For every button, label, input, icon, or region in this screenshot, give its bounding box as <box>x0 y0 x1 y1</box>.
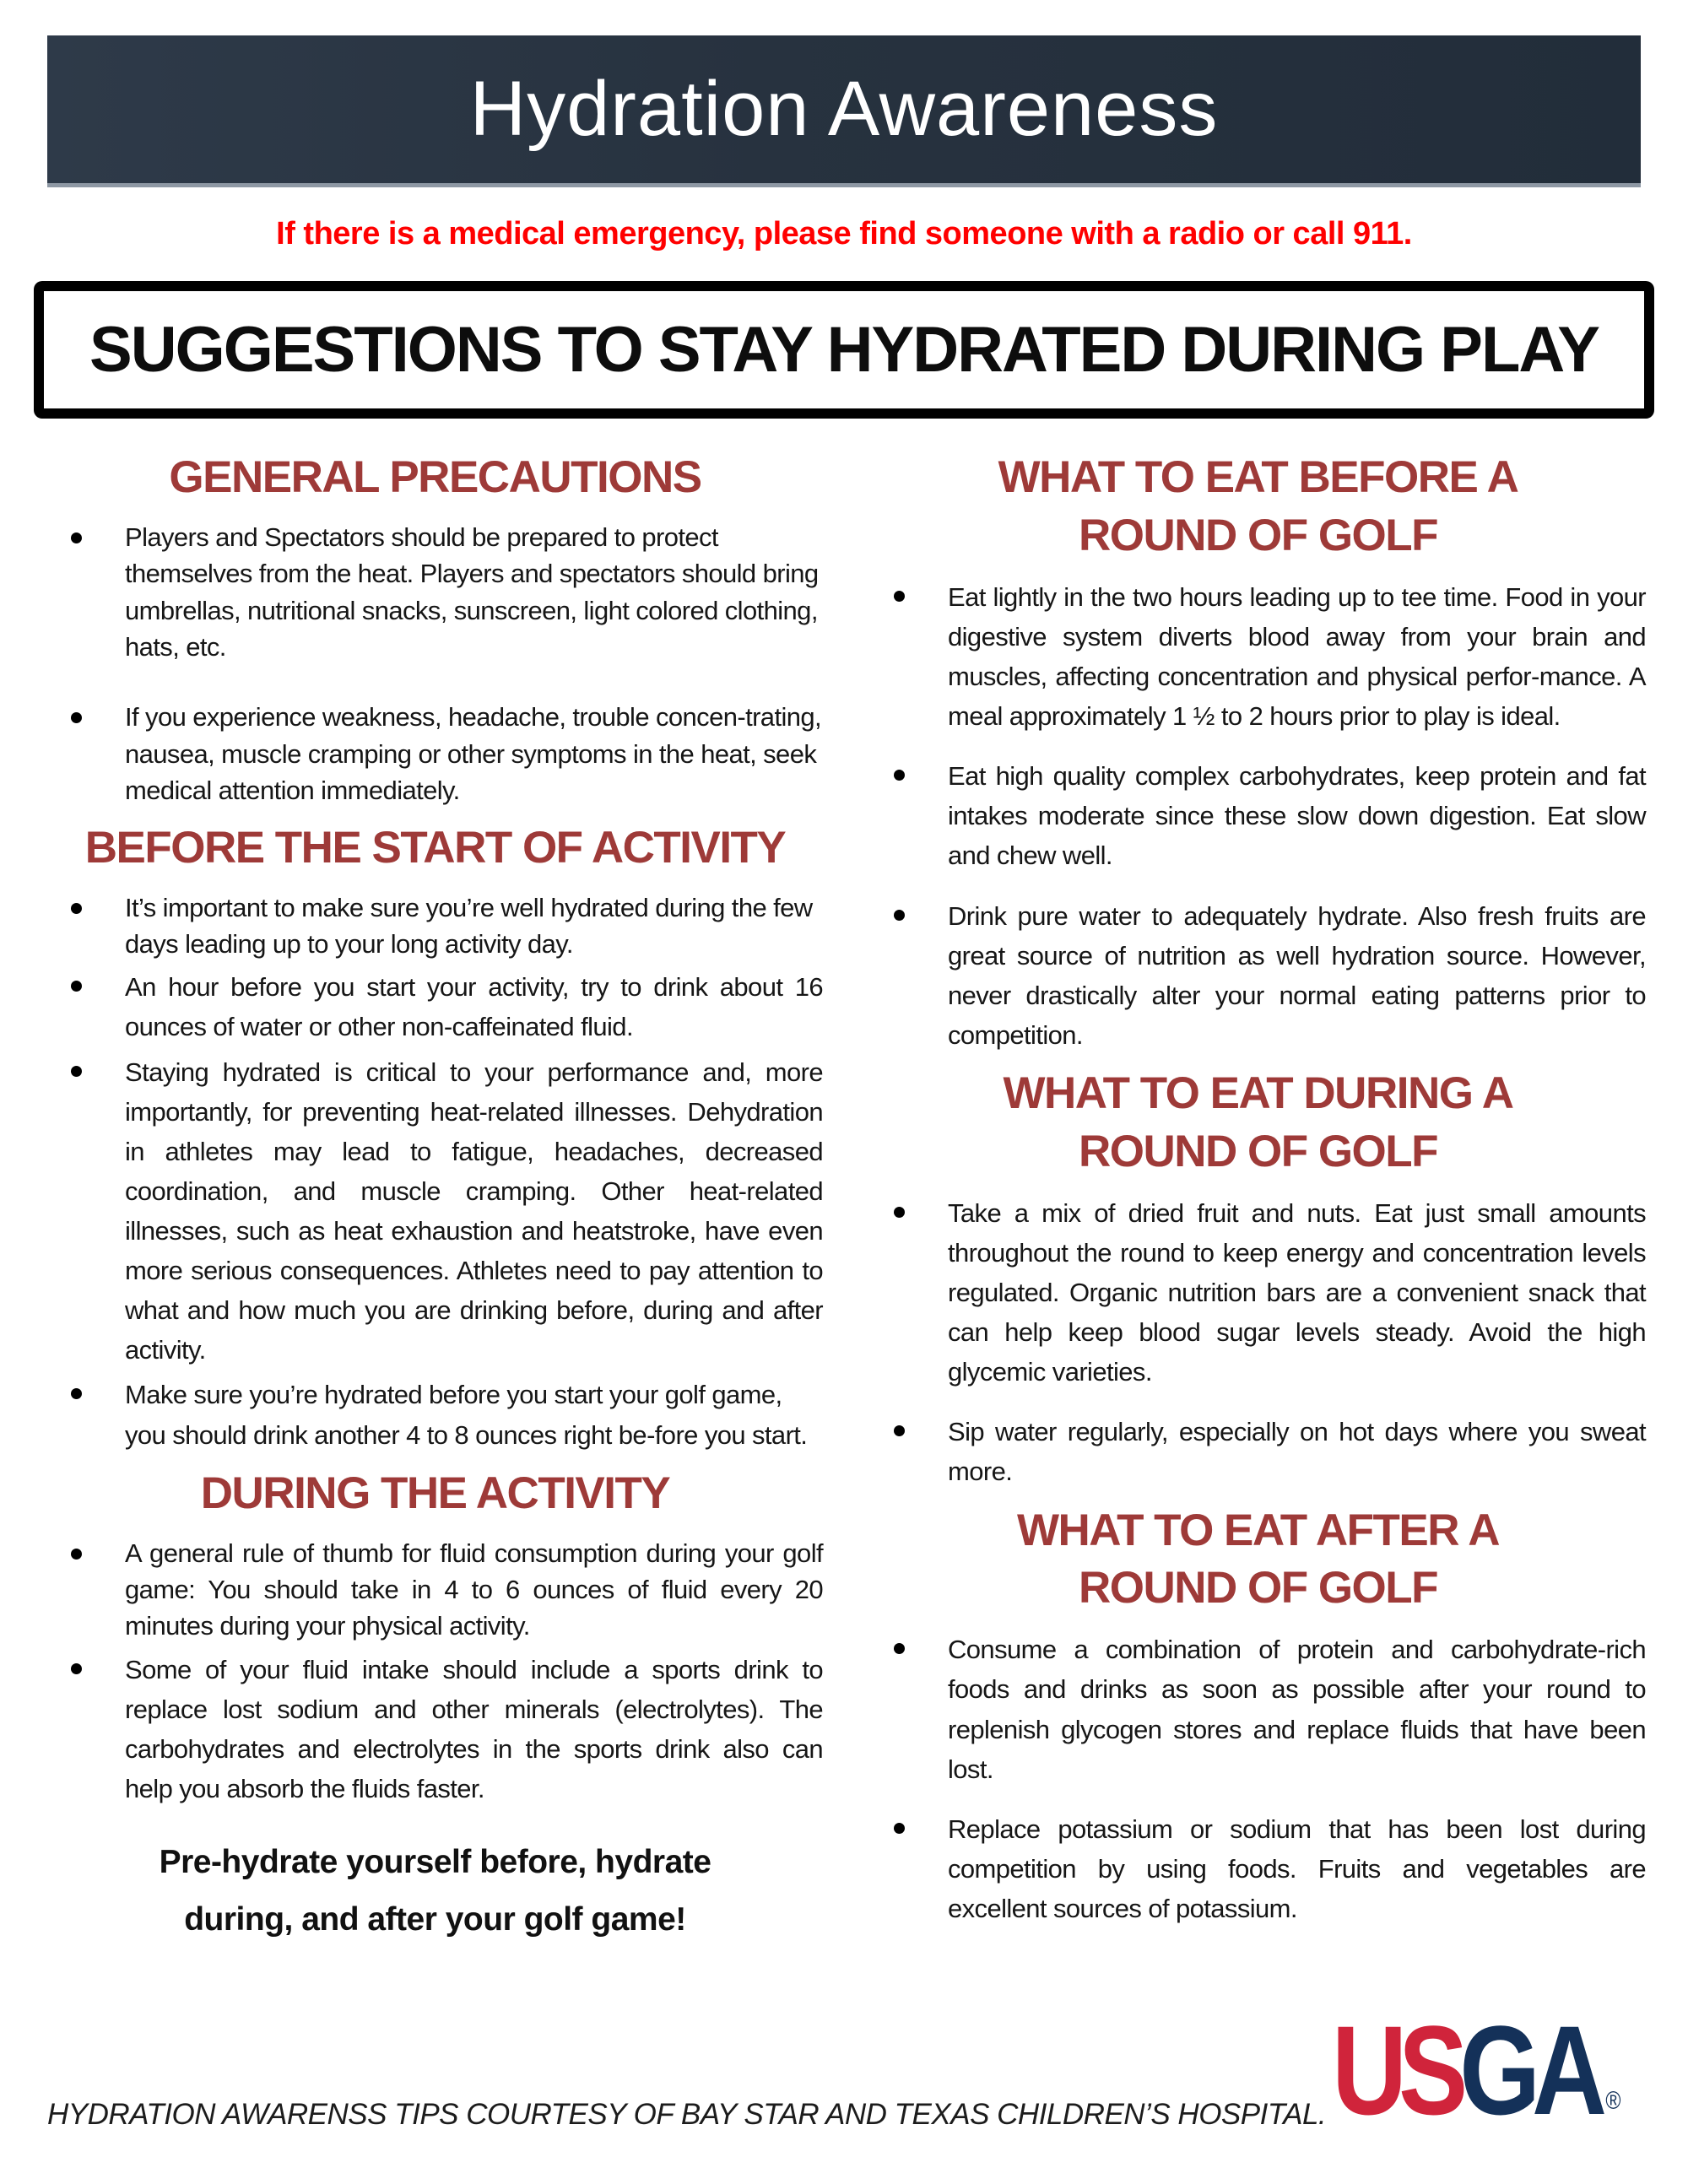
right-column <box>870 441 1646 1949</box>
page-title: Hydration Awareness <box>469 66 1219 152</box>
bullet-text: Eat high quality complex carbohydrates, keep protein and fat intakes moderate since these slow down digestion. Eat slow and chew well. <box>948 761 1646 871</box>
bullet-text: Players and Spectators should be prepared to protect themselves from the heat. Players and spectators should bring umbrellas, nutritional snacks, sunscreen, light colored clothing, hats, etc. <box>125 522 819 662</box>
heading-during-the-activity: DURING THE ACTIVITY <box>200 1468 670 1518</box>
list-item <box>870 1809 1646 1928</box>
bullet-text: Take a mix of dried fruit and nuts. Eat just small amounts throughout the round to keep energy and concentration levels regulated. Organic nutrition bars are a convenient snack that can help keep blood sugar levels steady. Avoid the high glycemic varieties. <box>948 1197 1646 1387</box>
heading-general-precautions: GENERAL PRECAUTIONS <box>169 452 701 502</box>
list-item <box>870 756 1646 875</box>
footer-credit: HYDRATION AWARENSS TIPS COURTESY OF BAY STAR AND TEXAS CHILDREN’S HOSPITAL. <box>47 2098 1327 2131</box>
usga-logo-ga: GA <box>1458 1999 1599 2141</box>
bullet-dot-icon <box>894 1643 905 1654</box>
list-item <box>47 1375 823 1454</box>
eat-after-list <box>870 1630 1646 1928</box>
list-item <box>47 889 823 963</box>
emergency-notice: If there is a medical emergency, please find someone with a radio or call 911. <box>276 216 1412 251</box>
title-banner <box>47 35 1641 187</box>
bullet-text: Make sure you’re hydrated before you start your golf game, you should drink another 4 to 8 ounces right be-fore you start. <box>125 1380 808 1450</box>
bullet-text: If you experience weakness, headache, trouble concen-trating, nausea, muscle cramping or other symptoms in the heat, seek medical attention immediately. <box>125 702 822 806</box>
during-activity-list <box>47 1535 823 1809</box>
list-item <box>870 577 1646 736</box>
usga-logo <box>1332 1997 1620 2143</box>
bullet-text: Consume a combination of protein and carbohydrate-rich foods and drinks as soon as possible after your round to replenish glycogen stores and replace fluids that have been lost. <box>948 1635 1646 1784</box>
bullet-text: Some of your fluid intake should include a sports drink to replace lost sodium and other minerals (electrolytes). The carbohydrates and electrolytes in the sports drink also can help you absorb the fluids faster. <box>125 1654 823 1803</box>
list-item <box>47 519 823 666</box>
section-title-box <box>34 281 1654 419</box>
bullet-dot-icon <box>894 1207 905 1218</box>
closing-message <box>47 1834 823 1949</box>
bullet-text: Replace potassium or sodium that has been lost during competition by using foods. Fruits and vegetables are excellent sources of potassium. <box>948 1814 1646 1923</box>
heading-line: WHAT TO EAT AFTER A <box>1016 1505 1500 1555</box>
list-item <box>47 1650 823 1808</box>
bullet-text: An hour before you start your activity, try to drink about 16 ounces of water or other non-caffeinated fluid. <box>125 972 823 1042</box>
list-item <box>47 967 823 1046</box>
heading-line: ROUND OF GOLF <box>1078 1563 1438 1614</box>
list-item <box>47 699 823 808</box>
content-columns <box>0 441 1688 1949</box>
left-column <box>47 441 823 1949</box>
bullet-text: A general rule of thumb for fluid consumption during your golf game: You should take in 4 to 6 ounces of fluid every 20 minutes during your physical activity. <box>125 1538 823 1641</box>
bullet-dot-icon <box>71 903 82 914</box>
heading-line: ROUND OF GOLF <box>1078 510 1438 560</box>
bullet-dot-icon <box>71 1388 82 1399</box>
list-item <box>870 1630 1646 1788</box>
bullet-text: Eat lightly in the two hours leading up to tee time. Food in your digestive system diverts blood away from your brain and muscles, affecting concentration and physical perfor-mance. A meal approximately 1 ½ to 2 hours prior to play is ideal. <box>948 581 1646 732</box>
bullet-text: It’s important to make sure you’re well hydrated during the few days leading up to your long activity day. <box>125 892 813 959</box>
heading-before-start-of-activity: BEFORE THE START OF ACTIVITY <box>84 822 786 873</box>
bullet-dot-icon <box>71 1663 82 1674</box>
list-item <box>870 896 1646 1055</box>
heading-what-to-eat-before <box>870 449 1646 565</box>
bullet-dot-icon <box>71 532 82 543</box>
registered-trademark-icon: ® <box>1604 2087 1620 2115</box>
bullet-dot-icon <box>71 1066 82 1077</box>
closing-line: during, and after your golf game! <box>184 1901 686 1938</box>
heading-what-to-eat-after <box>870 1502 1646 1619</box>
closing-line: Pre-hydrate yourself before, hydrate <box>159 1844 711 1881</box>
heading-line: WHAT TO EAT DURING A <box>1003 1068 1513 1118</box>
bullet-dot-icon <box>894 910 905 921</box>
bullet-dot-icon <box>71 1549 82 1560</box>
list-item <box>47 1535 823 1645</box>
before-activity-list <box>47 889 823 1455</box>
box-title: SUGGESTIONS TO STAY HYDRATED DURING PLAY <box>89 314 1599 386</box>
bullet-text: Sip water regularly, especially on hot days where you sweat more. <box>948 1417 1646 1487</box>
list-item <box>47 1052 823 1370</box>
general-precautions-list <box>47 519 823 809</box>
eat-before-list <box>870 577 1646 1055</box>
bullet-dot-icon <box>71 981 82 992</box>
list-item <box>870 1193 1646 1392</box>
list-item <box>870 1412 1646 1491</box>
heading-what-to-eat-during <box>870 1065 1646 1181</box>
heading-line: ROUND OF GOLF <box>1078 1126 1438 1176</box>
bullet-text: Drink pure water to adequately hydrate. Also fresh fruits are great source of nutrition as well hydration source. However, never drastically alter your normal eating patterns prior to competition. <box>948 900 1646 1050</box>
eat-during-list <box>870 1193 1646 1492</box>
usga-logo-us: US <box>1331 1999 1459 2141</box>
heading-line: WHAT TO EAT BEFORE A <box>998 452 1518 502</box>
bullet-dot-icon <box>71 712 82 723</box>
bullet-dot-icon <box>894 591 905 602</box>
bullet-dot-icon <box>894 1425 905 1436</box>
bullet-dot-icon <box>894 770 905 781</box>
bullet-dot-icon <box>894 1823 905 1834</box>
bullet-text: Staying hydrated is critical to your performance and, more importantly, for preventing heat-related illnesses. Dehydration in athletes may lead to fatigue, headaches, decreased coordination, and muscle cramping. Other heat-related illnesses, such as heat exhaustion and heatstroke, have even more serious consequences. Athletes need to pay attention to what and how much you are drinking before, during and after activity. <box>125 1057 823 1365</box>
